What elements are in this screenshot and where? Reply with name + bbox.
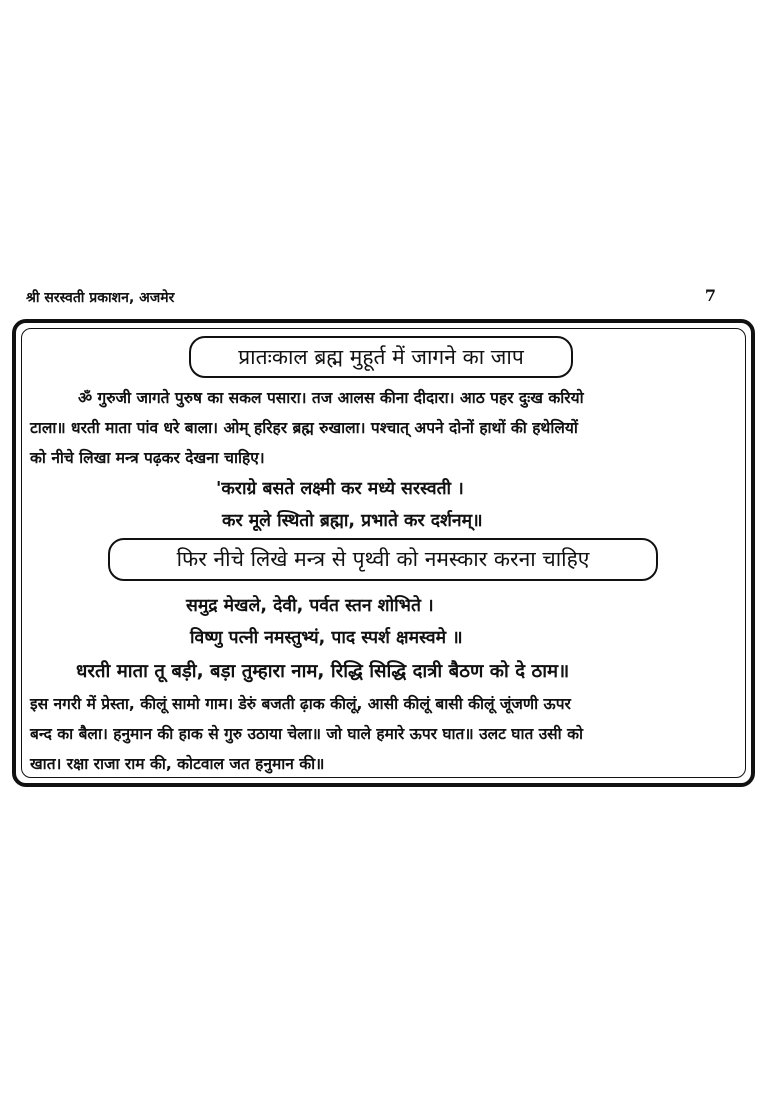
body-line: खात। रक्षा राजा राम की, कोटवाल जत हनुमान की॥	[30, 755, 325, 773]
section-heading-earth-salutation: फिर नीचे लिखे मन्त्र से पृथ्वी को नमस्कार करना चाहिए	[108, 538, 658, 581]
body-line: टाला॥ धरती माता पांव धरे बाला। ओम् हरिहर ब्रह्म रुखाला। पश्चात् अपने दोनों हाथों की हथेलियों	[30, 419, 578, 437]
verse-line: 'कराग्रे बसते लक्ष्मी कर मध्ये सरस्वती ।	[216, 479, 464, 499]
page-header	[26, 288, 716, 312]
section-heading-morning-chant: प्रातःकाल ब्रह्म मुहूर्त में जागने का जाप	[189, 336, 573, 378]
verse-line: विष्णु पत्नी नमस्तुभ्यं, पाद स्पर्श क्षमस्वमे ॥	[190, 628, 463, 648]
body-line: को नीचे लिखा मन्त्र पढ़कर देखना चाहिए।	[30, 449, 265, 467]
verse-line: समुद्र मेखले, देवी, पर्वत स्तन शोभिते ।	[186, 596, 434, 616]
verse-line: धरती माता तू बड़ी, बड़ा तुम्हारा नाम, रिद्धि सिद्धि दात्री बैठण को दे ठाम॥	[76, 661, 570, 682]
body-line: बन्द का बैला। हनुमान की हाक से गुरु उठाया चेला॥ जो घाले हमारे ऊपर घात॥ उलट घात उसी को	[30, 725, 583, 743]
body-line: इस नगरी में प्रेस्ता, कीलूं सामो गाम। डेरुं बजती ढ़ाक कीलूं, आसी कीलूं बासी कीलूं जूंजणी ऊपर	[30, 695, 571, 713]
verse-line: कर मूले स्थितो ब्रह्मा, प्रभाते कर दर्शनम्॥	[222, 511, 483, 531]
body-line: ॐ गुरुजी जागते पुरुष का सकल पसारा। तज आलस कीना दीदारा। आठ पहर दुःख करियो	[78, 389, 584, 407]
page-number: 7	[704, 286, 716, 305]
publisher-name: श्री सरस्वती प्रकाशन, अजमेर	[26, 290, 175, 306]
